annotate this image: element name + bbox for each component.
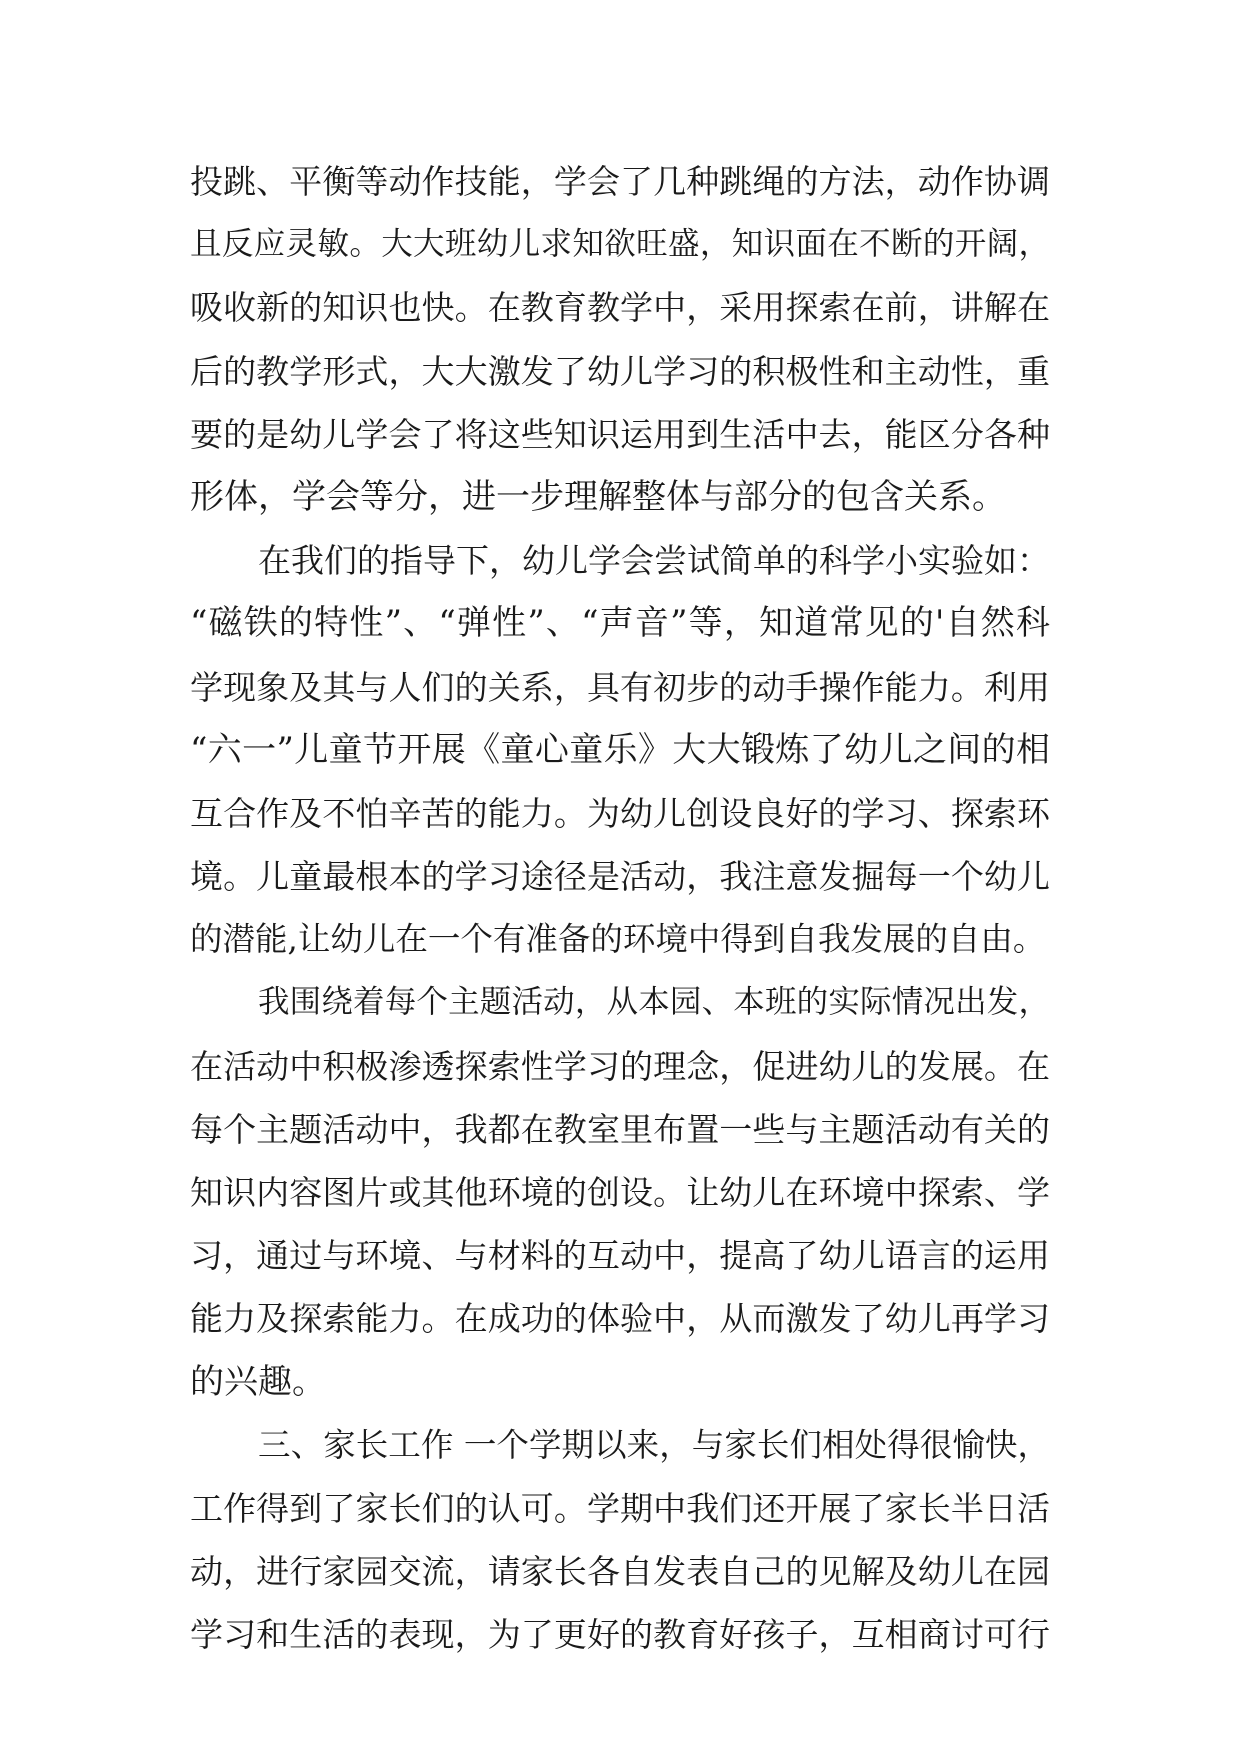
text-line: “磁铁的特性”、“弹性”、“声音”等，知道常见的'自然科	[190, 603, 1050, 644]
text-line: 吸收新的知识也快。在教育教学中，采用探索在前，讲解在	[190, 288, 1050, 328]
text-line: 知识内容图片或其他环境的创设。让幼儿在环境中探索、学	[190, 1173, 1050, 1212]
text-line: 境。儿童最根本的学习途径是活动，我注意发掘每一个幼儿	[190, 857, 1050, 897]
text-line: 能力及探索能力。在成功的体验中，从而激发了幼儿再学习	[190, 1299, 1050, 1339]
text-line: 三、家长工作 一个学期以来，与家长们相处得很愉快，	[258, 1425, 1050, 1464]
text-line: 的潜能,让幼儿在一个有准备的环境中得到自我发展的自由。	[190, 920, 1046, 959]
text-line: 每个主题活动中，我都在教室里布置一些与主题活动有关的	[190, 1109, 1050, 1149]
text-line: 互合作及不怕辛苦的能力。为幼儿创设良好的学习、探索环	[190, 793, 1050, 833]
text-line: 工作得到了家长们的认可。学期中我们还开展了家长半日活	[190, 1488, 1050, 1528]
text-line: 后的教学形式，大大激发了幼儿学习的积极性和主动性，重	[190, 351, 1050, 391]
text-line: 动，进行家园交流，请家长各自发表自己的见解及幼儿在园	[190, 1552, 1050, 1592]
text-line: 要的是幼儿学会了将这些知识运用到生活中去，能区分各种	[190, 414, 1050, 454]
text-line: 投跳、平衡等动作技能，学会了几种跳绳的方法，动作协调	[190, 162, 1050, 201]
text-line: 在活动中积极渗透探索性学习的理念，促进幼儿的发展。在	[190, 1046, 1050, 1086]
text-line: 形体，学会等分，进一步理解整体与部分的包含关系。	[190, 476, 1006, 517]
text-line: 且反应灵敏。大大班幼儿求知欲旺盛，知识面在不断的开阔，	[190, 226, 1050, 263]
text-line: 学习和生活的表现，为了更好的教育好孩子，互相商讨可行	[190, 1615, 1050, 1655]
text-line: 的兴趣。	[190, 1361, 326, 1402]
text-line: 我围绕着每个主题活动，从本园、本班的实际情况出发，	[258, 984, 1050, 1021]
text-line: “六一”儿童节开展《童心童乐》大大锻炼了幼儿之间的相	[190, 729, 1050, 770]
text-line: 习，通过与环境、与材料的互动中，提高了幼儿语言的运用	[190, 1236, 1050, 1276]
document-body	[190, 150, 1050, 1667]
text-line: 学现象及其与人们的关系，具有初步的动手操作能力。利用	[190, 667, 1050, 707]
text-line: 在我们的指导下，幼儿学会尝试简单的科学小实验如：	[258, 541, 1050, 581]
